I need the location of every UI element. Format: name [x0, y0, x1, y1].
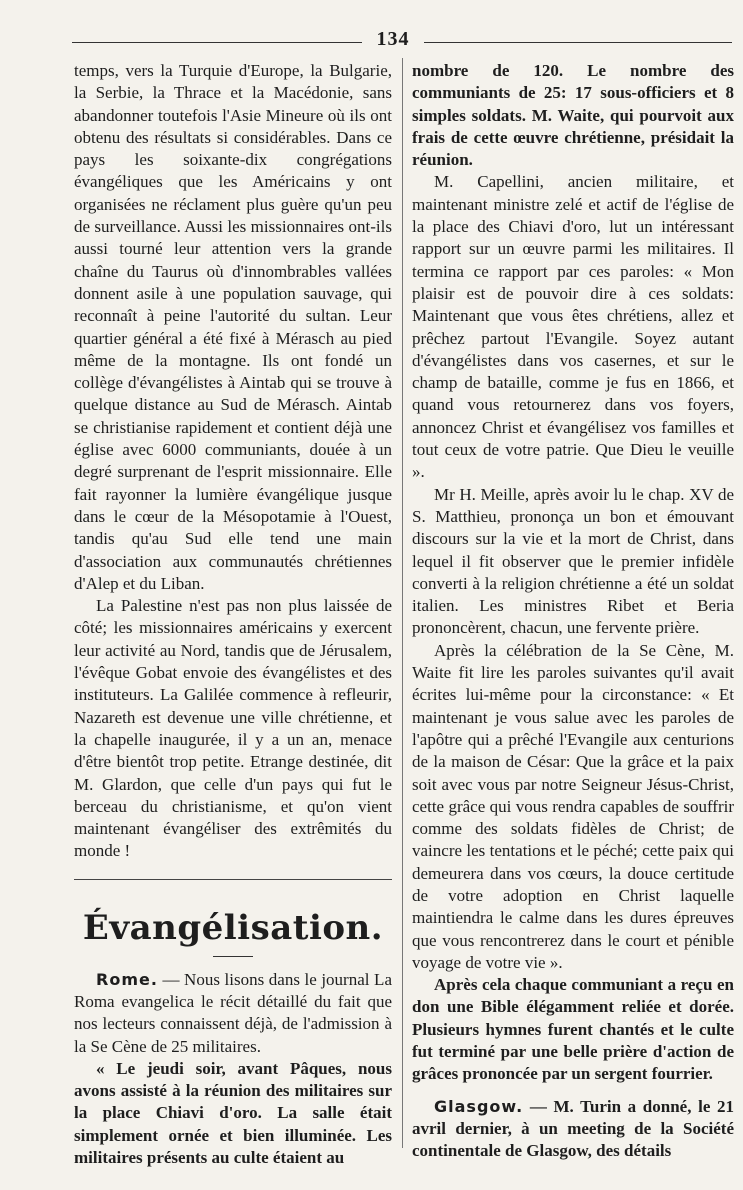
title-dash: [213, 956, 253, 957]
paragraph-bible-gift: Après cela chaque communiant a reçu en don une Bible élégamment reliée et dorée. Plusieurs hymnes furent chantés et le culte fut terminé par une belle prière d'action de grâces prononcée par un sergent fourrier.: [412, 975, 734, 1084]
paragraph-rome-quote: « Le jeudi soir, avant Pâques, nous avons assisté à la réunion des militaires sur la place Chiavi d'oro. La salle était simplement ornée et bien illuminée. Les militaires présents au culte étaient au: [74, 1058, 392, 1168]
glasgow-lead: Glasgow.: [434, 1096, 524, 1116]
page-header: [72, 28, 732, 54]
paragraph-rome: [74, 969, 392, 1058]
paragraph-turkey-missions: temps, vers la Turquie d'Europe, la Bulgarie, la Serbie, la Thrace et la Macédonie, sans abandonner toutefois l'Asie Mineure où ils ont obtenu des résultats si considérables. Dans ce pays les soixante-dix congrégations évangéliques que les Américains y ont organisées ne réclament plus guère qu'un peu de surveillance. Aussi les missionnaires ont-ils aussi tourné leur attention vers la grande chaîne du Taurus où d'innombrables vallées donnent asile à une population sauvage, qui reconnaît à peine l'autorité du sultan. Leur quartier général a été fixé à Mérasch au pied même de la montagne. Ils ont fondé un collège d'évangélistes à Aintab qui se trouve à quelque distance au Sud de Mérasch. Aintab se christianise rapidement et contient déjà une église avec 6000 communiants, douée à un degré surprenant de l'esprit missionnaire. Elle fait rayonner la lumière évangélique jusque dans le cœur de la Mésopotamie à l'Ouest, tandis qu'au Sud elle tend une main d'association aux communautés chrétiennes d'Alep et du Liban.: [74, 61, 392, 593]
column-divider: [402, 58, 403, 1148]
glasgow-text: — M. Turin a donné, le 21 avril dernier, à un meeting de la Société continentale de Glasgow, des détails: [412, 1096, 734, 1161]
header-rule-right: [424, 42, 732, 43]
paragraph-communicants: nombre de 120. Le nombre des communiants de 25: 17 sous-officiers et 8 simples soldats. M. Waite, qui pourvoit aux frais de cette œuvre chrétienne, présidait la réunion.: [412, 61, 734, 170]
rome-lead: Rome.: [96, 969, 158, 989]
paragraph-capellini: M. Capellini, ancien militaire, et maintenant ministre zelé et actif de l'église de la place des Chiavi d'oro, lut un intéressant rapport sur un œuvre parmi les militaires. Il termina ce rapport par ces paroles: « Mon plaisir est de pouvoir dire à ces soldats: Maintenant que vous êtes chrétiens, allez et prêchez partout l'Evangile. Soyez autant d'évangélistes dans vos casernes, et sur le champ de bataille, comme je fus en 1866, et quand vous retournerez dans vos foyers, annoncez Christ et évangélisez vos familles et tout ceux de votre patrie. Que Dieu le veuille ».: [412, 172, 734, 482]
section-divider: [74, 879, 392, 880]
page-number: 134: [376, 28, 410, 50]
right-column: [412, 60, 734, 1163]
paragraph-meille: Mr H. Meille, après avoir lu le chap. XV de S. Matthieu, prononça un bon et émouvant discours sur la vie et la mort de Christ, dans lequel il fit observer que le premier infidèle converti à la religion chrétienne a été un soldat italien. Les ministres Ribet et Beria prononcèrent, chacun, une fervente prière.: [412, 484, 734, 638]
section-title: Évangélisation.: [82, 907, 384, 948]
paragraph-palestine: La Palestine n'est pas non plus laissée de côté; les missionnaires américains y exercent leur activité au Nord, tandis que de Jérusalem, l'évêque Gobat envoie des évangélistes et des instituteurs. La Galilée commence à refleurir, Nazareth est devenue une ville chrétienne, et la chapelle inaugurée, il y a un an, menace d'être bientôt trop petite. Etrange destinée, dit M. Glardon, que celle d'un pays qui fut le berceau du christianisme, et qu'on vient maintenant évangéliser des extrêmités du monde !: [74, 596, 392, 861]
paragraph-glasgow: [412, 1096, 734, 1163]
paragraph-waite: Après la célébration de la Se Cène, M. Waite fit lire les paroles suivantes qu'il avait écrites lui-même pour la circonstance: « Et maintenant je vous salue avec les paroles de l'apôtre qui a prêché l'Evangile aux centurions de la maison de César: Que la grâce et la paix soit avec vous par notre Seigneur Jésus-Christ, cette grâce qui vous rendra capables de souffrir comme des soldats fidèles de Christ; de vaincre les tentations et le péché; cette paix qui demeurera dans vos cœurs, la douce certitude de votre adoption en Christ laquelle maintiendra le calme dans les dures épreuves que vous rencontrerez dans le court et pénible voyage de votre vie ».: [412, 640, 734, 972]
header-rule-left: [72, 42, 362, 43]
rome-text: — Nous lisons dans le journal La Roma evangelica le récit détaillé du fait que nos lecteurs connaissent déjà, de l'admission à la Se Cène de 25 militaires.: [74, 969, 392, 1056]
left-column: [74, 60, 392, 1169]
